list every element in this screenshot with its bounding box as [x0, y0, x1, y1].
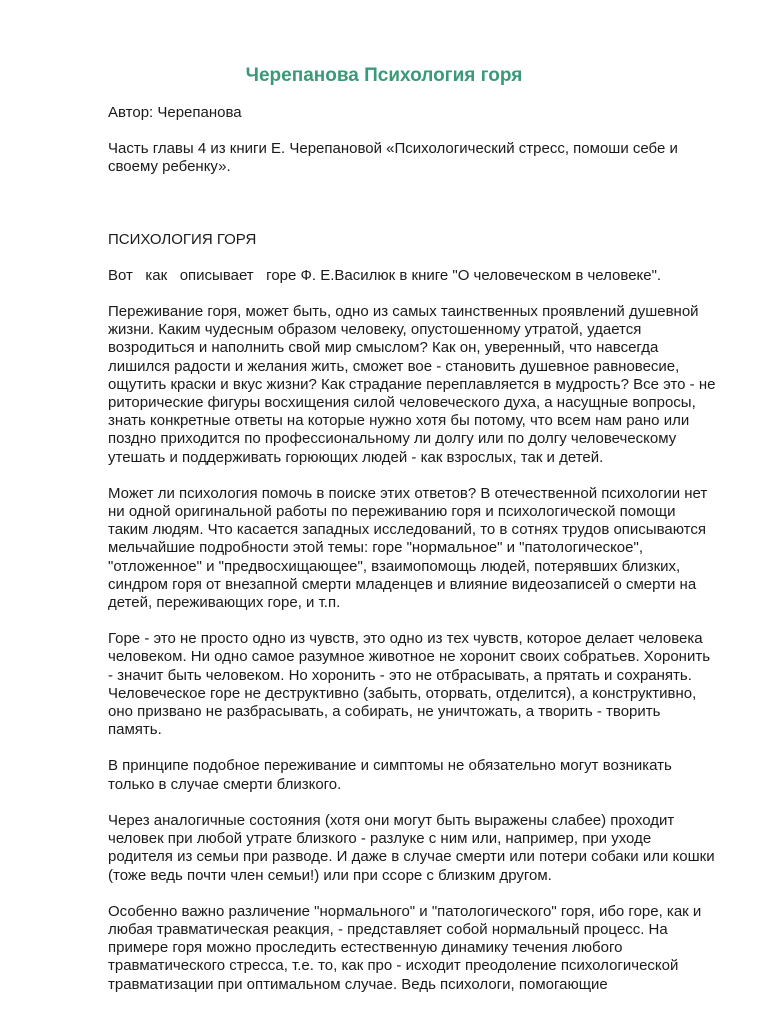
document-body — [108, 104, 718, 1012]
document-title: Черепанова Психология горя — [245, 65, 523, 86]
intro-paragraph: Часть главы 4 из книги Е. Черепановой «Психологический стресс, помоши себе и своему ребенку». — [108, 140, 678, 176]
lead-paragraph: Вот как описывает горе Ф. Е.Василюк в книге "О человеческом в человеке". — [108, 266, 662, 284]
body-paragraph: Особенно важно различение "нормального" и "патологического" горя, ибо горе, как и любая травматическая реакция, - представляет собой нормальный процесс. На примере горя можно проследить естественную динамику течения любого травматического стресса, т.е. то, как про - исходит преодоление психологической травматизации при оптимальном случае. Ведь психологи, помогающие — [108, 902, 702, 993]
body-paragraph: Переживание горя, может быть, одно из самых таинственных проявлений душевной жизни. Каким чудесным образом человеку, опустошенному утратой, удается возродиться и наполнить свой мир смыслом? Как он, уверенный, что навсегда лишился радости и желания жить, сможет вое - становить душевное равновесие, ощутить краски и вкус жизни? Как страдание переплавляется в мудрость? Все это - не риторические фигуры восхищения силой человеческого духа, а насущные вопросы, знать конкретные ответы на которые нужно хотя бы потому, что всем нам рано или поздно приходится по профессиональному ли долгу или по долгу человеческому утешать и поддерживать горюющих людей - как взрослых, так и детей. — [108, 303, 716, 466]
body-paragraph: В принципе подобное переживание и симптомы не обязательно могут возникать только в случае смерти близкого. — [108, 757, 672, 793]
author-line: Автор: Черепанова — [108, 104, 242, 121]
body-paragraph: Горе - это не просто одно из чувств, это одно из тех чувств, которое делает человека человеком. Ни одно самое разумное животное не хоронит своих собратьев. Хоронить - значит быть человеком. Но хоронить - это не отбрасывать, а прятать и сохранять. Человеческое горе не деструктивно (забыть, оторвать, отделится), а конструктивно, оно призвано не разбрасывать, а собирать, не уничтожать, а творить - творить память. — [108, 630, 711, 739]
section-heading: ПСИХОЛОГИЯ ГОРЯ — [108, 230, 257, 248]
body-paragraph: Через аналогичные состояния (хотя они могут быть выражены слабее) проходит человек при любой утрате близкого - разлуке с ним или, например, при уходе родителя из семьи при разводе. И даже в случае смерти или потери собаки или кошки (тоже ведь почти член семьи!) или при ссоре с близким другом. — [108, 811, 715, 884]
body-paragraph: Может ли психология помочь в поиске этих ответов? В отечественной психологии нет ни одной оригинальной работы по переживанию горя и психологической помощи таким людям. Что касается западных исследований, то в сотнях трудов описываются мельчайшие подробности этой темы: горе "нормальное" и "патологическое", "отложенное" и "предвосхищающее", взаимопомощь людей, потерявших близких, синдром горя от внезапной смерти младенцев и влияние видеозаписей о смерти на детей, переживающих горе, и т.п. — [108, 484, 708, 612]
